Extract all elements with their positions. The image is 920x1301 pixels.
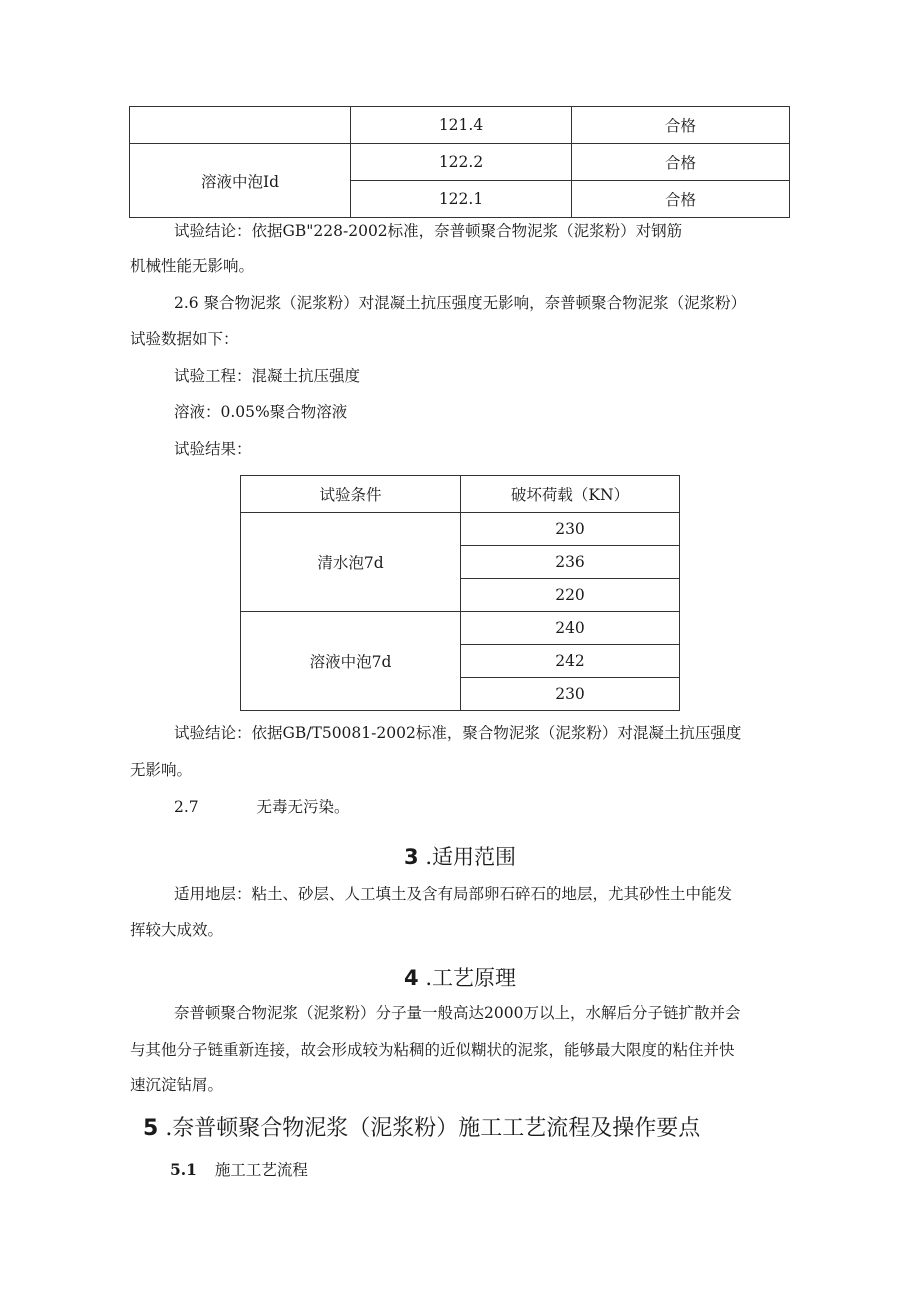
item-2-7-text: 无毒无污染。 <box>256 798 350 816</box>
para-2-6-line-2: 试验数据如下： <box>130 330 239 348</box>
scope-line-2: 挥较大成效。 <box>130 921 224 939</box>
para-2-6-line-1: 2.6 聚合物泥浆（泥浆粉）对混凝土抗压强度无影响，奈普顿聚合物泥浆（泥浆粉） <box>174 294 747 312</box>
subsection-5-1-title: 施工工艺流程 <box>214 1161 308 1179</box>
table-cell: 溶液中泡Id <box>130 144 351 218</box>
table-cell: 121.4 <box>351 107 572 144</box>
table-row <box>130 144 790 181</box>
scope-line-1: 适用地层：粘土、砂层、人工填土及含有局部卵石碎石的地层，尤其砂性土中能发 <box>174 885 733 903</box>
section-5-number: 5 <box>143 1116 159 1141</box>
table-header-row <box>241 476 680 513</box>
subsection-5-1-number: 5.1 <box>170 1160 197 1179</box>
table-cell: 230 <box>461 678 680 711</box>
table-header-cell: 试验条件 <box>241 476 461 513</box>
section-3-title: .适用范围 <box>425 845 516 869</box>
table-cell: 240 <box>461 612 680 645</box>
table-row <box>241 612 680 645</box>
item-2-7-number: 2.7 <box>174 798 199 816</box>
table-row <box>241 513 680 546</box>
test-item-line: 试验工程：混凝土抗压强度 <box>174 367 361 385</box>
table-cell: 242 <box>461 645 680 678</box>
section-4-title: .工艺原理 <box>425 966 516 990</box>
concrete-strength-table <box>240 475 680 711</box>
table-cell: 122.2 <box>351 144 572 181</box>
solution-line: 溶液：0.05%聚合物溶液 <box>174 403 348 421</box>
table-cell: 122.1 <box>351 181 572 218</box>
principle-line-1: 奈普顿聚合物泥浆（泥浆粉）分子量一般高达2000万以上，水解后分子链扩散并会 <box>174 1004 741 1022</box>
section-5-title: .奈普顿聚合物泥浆（泥浆粉）施工工艺流程及操作要点 <box>165 1116 701 1141</box>
item-2-7 <box>130 798 800 817</box>
steel-test-table <box>129 106 790 218</box>
test-result-label: 试验结果： <box>174 440 252 458</box>
table-cell: 合格 <box>572 181 790 218</box>
table-cell: 溶液中泡7d <box>241 612 461 711</box>
table-cell: 220 <box>461 579 680 612</box>
section-3-heading <box>0 841 920 871</box>
section-5-heading <box>143 1111 700 1142</box>
principle-line-2: 与其他分子链重新连接，故会形成较为粘稠的近似糊状的泥浆，能够最大限度的粘住并快 <box>130 1041 735 1059</box>
table-header-cell: 破坏荷载（KN） <box>461 476 680 513</box>
table-cell: 合格 <box>572 144 790 181</box>
conclusion-1-line-1: 试验结论：依据GB"228-2002标准，奈普顿聚合物泥浆（泥浆粉）对钢筋 <box>174 222 683 240</box>
table-cell: 236 <box>461 546 680 579</box>
conclusion-1-line-2: 机械性能无影响。 <box>130 257 255 275</box>
section-4-heading <box>0 962 920 992</box>
conclusion-2-line-1: 试验结论：依据GB/T50081-2002标准，聚合物泥浆（泥浆粉）对混凝土抗压强度 <box>174 724 742 742</box>
table-cell: 合格 <box>572 107 790 144</box>
section-3-number: 3 <box>404 845 419 869</box>
subsection-5-1 <box>170 1158 308 1180</box>
table-cell: 清水泡7d <box>241 513 461 612</box>
table-row <box>130 107 790 144</box>
principle-line-3: 速沉淀钻屑。 <box>130 1076 224 1094</box>
table-cell <box>130 107 351 144</box>
conclusion-2-line-2: 无影响。 <box>130 761 193 779</box>
section-4-number: 4 <box>404 966 419 990</box>
table-cell: 230 <box>461 513 680 546</box>
